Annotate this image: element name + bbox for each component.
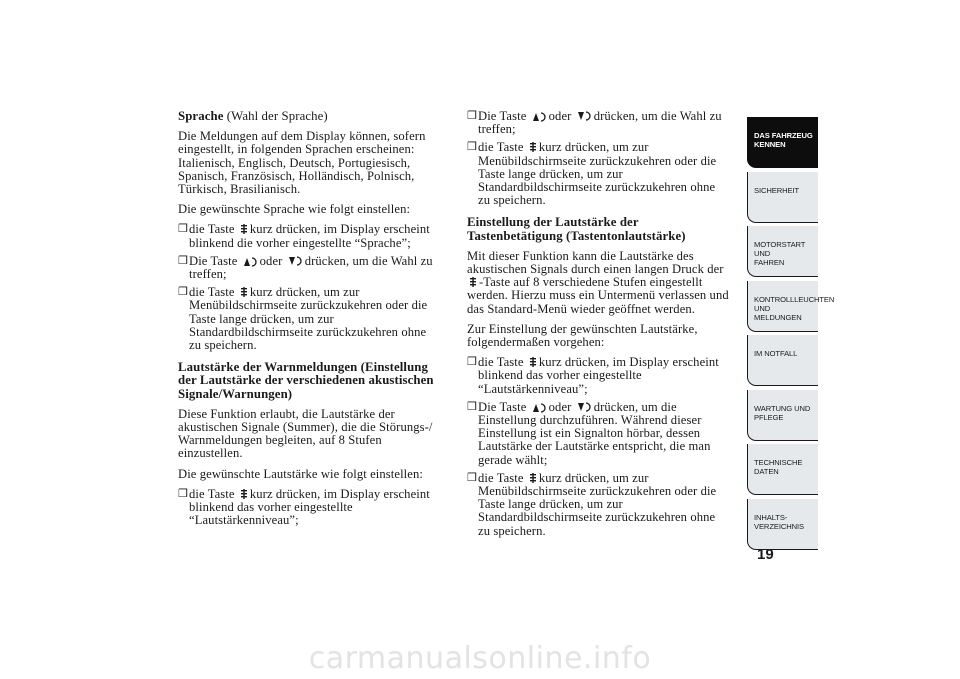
heading-tastenton: Einstellung der Lautstärke der Tastenbetätigung (Tastentonlautstärke) bbox=[467, 215, 686, 243]
tab-technische-daten[interactable]: TECHNISCHE DATEN bbox=[747, 444, 818, 495]
list-item: ❒ die Taste kurz drücken, im Display erscheint blinkend das vorher eingestellte “Lautstärkenniveau”; bbox=[467, 355, 719, 396]
up-button-icon bbox=[531, 110, 548, 122]
menu-button-icon bbox=[528, 142, 538, 153]
menu-button-icon bbox=[239, 287, 249, 298]
paragraph: Diese Funktion erlaubt, die Lautstärke der akustischen Signale (Summer), die die Störungs-/ Warnmeldungen begleiten, auf 8 Stufen einzustellen. bbox=[178, 406, 433, 461]
tab-sicherheit[interactable]: SICHERHEIT bbox=[747, 172, 818, 223]
paragraph: Die Meldungen auf dem Display können, sofern eingestellt, in folgenden Sprachen erscheinen: Italienisch, Englisch, Deutsch, Portugiesisch, Spanisch, Französisch, Holländisch, Polnisch, Türkisch, Brasilianisch. bbox=[178, 129, 426, 197]
left-column bbox=[178, 110, 440, 532]
tab-motorstart-und-fahren[interactable]: MOTORSTART UND FAHREN bbox=[747, 226, 818, 277]
list-item: ❒ die Taste kurz drücken, um zur Menübildschirmseite zurückzukehren oder die Taste lange drücken, um zur Standardbildschirmseite zurückzukehren ohne zu speichern. bbox=[467, 470, 717, 538]
list-item: ❒ Die Taste oder drücken, um die Wahl zu treffen; bbox=[467, 109, 722, 137]
list-item: ❒ Die Taste oder drücken, um die Einstellung durchzuführen. Während dieser Einstellung ist ein Signalton hörbar, dessen Lautstärke der Lautstärke entspricht, die man gerade wählt; bbox=[467, 399, 711, 467]
tab-wartung-und-pflege[interactable]: WARTUNG UND PFLEGE bbox=[747, 390, 818, 441]
list-item: ❒ die Taste kurz drücken, im Display erscheint blinkend das vorher eingestellte “Lautstärkenniveau”; bbox=[178, 486, 430, 528]
down-button-icon bbox=[576, 401, 593, 413]
heading-warnmeldungen: Lautstärke der Warnmeldungen (Einstellung der Lautstärke der verschiedenen akustischen Signale/Warnungen) bbox=[178, 360, 434, 401]
paragraph: Die gewünschte Lautstärke wie folgt einstellen: bbox=[178, 466, 423, 481]
down-button-icon bbox=[287, 255, 304, 267]
list-item: ❒ die Taste kurz drücken, um zur Menübildschirmseite zurückzukehren oder die Taste lange drücken, um zur Standardbildschirmseite zurückzukehren ohne zu speichern. bbox=[178, 285, 428, 353]
page-number: 19 bbox=[757, 546, 774, 563]
section-tabs bbox=[747, 117, 835, 553]
menu-button-icon bbox=[528, 357, 538, 368]
menu-button-icon bbox=[528, 473, 538, 484]
paragraph: Die gewünschte Sprache wie folgt einstellen: bbox=[178, 202, 411, 217]
bullet-mark: ❒ bbox=[178, 223, 188, 236]
down-button-icon bbox=[576, 110, 593, 122]
up-button-icon bbox=[242, 255, 259, 267]
right-column bbox=[467, 110, 729, 543]
tab-inhaltsverzeichnis[interactable]: INHALTS- VERZEICHNIS bbox=[747, 499, 818, 550]
watermark: carmanualsonline.info bbox=[308, 641, 652, 676]
heading-sprache: Sprache (Wahl der Sprache) bbox=[178, 109, 328, 123]
menu-button-icon bbox=[239, 489, 249, 500]
paragraph: Mit dieser Funktion kann die Lautstärke des akustischen Signals durch einen langen Druck der -Taste auf 8 verschiedene Stufen eingestellt werden. Hierzu muss ein Untermenü verlassen und das Standard-Menü wieder geöffnet werden. bbox=[467, 248, 729, 316]
list-item: ❒ die Taste kurz drücken, um zur Menübildschirmseite zurückzukehren oder die Taste lange drücken, um zur Standardbildschirmseite zurückzukehren ohne zu speichern. bbox=[467, 140, 717, 208]
tab-kontrollleuchten[interactable]: KONTROLLLEUCHTEN UND MELDUNGEN bbox=[747, 281, 818, 332]
up-button-icon bbox=[531, 401, 548, 413]
menu-button-icon bbox=[468, 277, 478, 288]
tab-im-notfall[interactable]: IM NOTFALL bbox=[747, 335, 818, 386]
paragraph: Zur Einstellung der gewünschten Lautstärke, folgendermaßen vorgehen: bbox=[467, 321, 698, 350]
list-item: ❒ die Taste kurz drücken, im Display erscheint blinkend die vorher eingestellte “Sprache”; bbox=[178, 222, 430, 250]
menu-button-icon bbox=[239, 224, 249, 235]
tab-das-fahrzeug-kennen[interactable]: DAS FAHRZEUG KENNEN bbox=[747, 117, 818, 168]
list-item: ❒ Die Taste oder drücken, um die Wahl zu treffen; bbox=[178, 253, 433, 282]
